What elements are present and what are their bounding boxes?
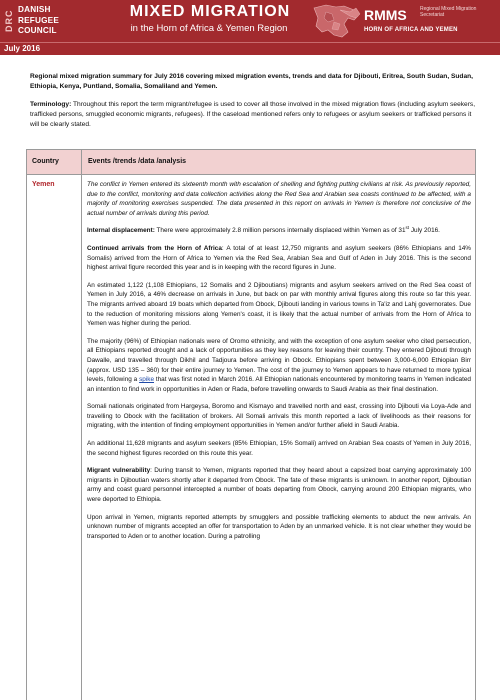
report-header	[0, 0, 500, 42]
paragraph-label: Migrant vulnerability	[87, 467, 151, 475]
column-header-events: Events /trends /data /analysis	[88, 158, 187, 165]
paragraph-red-sea-arrivals: An estimated 1,122 (1,108 Ethiopians, 12 Somalis and 2 Djiboutians) migrants and asylum seekers arrived on the Red Sea coast of Yemen in July 2016, a 46% decrease on arrivals in June, but back on par with monthly arrival figures along this route so far this year. The migrants arrived aboard 19 boats which departed from Obock, Djibouti landing in various towns in Ta'iz and Lahj governorates. Due to the reduction of monitoring missions along Yemen's coast, it is likely that the actual number of arrivals from the Horn of Africa to Yemen was higher during the period.	[87, 281, 471, 328]
terminology-text: Throughout this report the term migrant/refugee is used to cover all those involved in the mixed migration flows (including asylum seekers, trafficked persons, smuggled economic migrants, refugees). If the caseload mentioned refers only to refugees or asylum seekers or trafficked persons it will be clearly stated.	[30, 101, 476, 128]
drc-name-line: COUNCIL	[18, 26, 57, 35]
report-subtitle: in the Horn of Africa & Yemen Region	[130, 23, 288, 34]
intro-summary: Regional mixed migration summary for July 2016 covering mixed migration events, trends and data for Djibouti, Eritrea, South Sudan, Sudan, Ethiopia, Kenya, Puntland, Somalia, Somaliland and Yemen.	[30, 73, 473, 90]
paragraph-text: The majority (96%) of Ethiopian nationals were of Oromo ethnicity, and with the exception of one asylum seeker who cited persecution, all Ethiopians reported drought and a lack of opportunities as they key reasons for leaving their country. They entered Djibouti through Dawalle, and travelled through Dikhil and Tadjoura before arriving in Obock. Ethiopians spent between 3,000-6,000 Ethiopian Birr (approx. USD 135 – 360) for their entire journey to Yemen. The cost of the journey to Yemen appears to have returned to more typical levels, following a	[87, 337, 471, 384]
terminology-label: Terminology:	[30, 101, 72, 108]
paragraph-text: that was first noted in March 2016. All Ethiopian nationals encountered by monitoring teams in Yemen indicated an intention to find work in opportunities in Aden or Rada, before travelling onwards to Saudi Arabia as their final destination.	[87, 376, 471, 393]
drc-logo	[4, 3, 80, 39]
region-map-icon	[310, 2, 362, 40]
date-bar	[0, 42, 500, 55]
column-header-country: Country	[32, 158, 59, 165]
paragraph-text: : A total of at least 12,750 migrants and asylum seekers (86% Ethiopians and 14% Somalis) arrived from the Horn of Africa to Yemen via the Red Sea, Arabian Sea and Gulf of Aden in July 2016. This is the second highest arrival figure recorded this year and is in keeping with the record figures in June.	[87, 244, 471, 272]
column-divider	[81, 150, 82, 700]
drc-abbreviation: DRC	[4, 9, 14, 33]
drc-name-line: DANISH	[18, 5, 51, 14]
paragraph-migrant-vulnerability	[87, 466, 471, 504]
paragraph-continued-arrivals	[87, 244, 471, 273]
table-header-row	[27, 150, 475, 175]
rmms-logo	[364, 4, 496, 38]
drc-name-line: REFUGEE	[18, 15, 59, 25]
country-cell: Yemen	[32, 181, 55, 188]
paragraph-somali-nationals: Somali nationals originated from Hargeysa, Boromo and Kismayo and travelled north and east, crossing into Djibouti via Loya-Ade and travelling to Obock with the facilitation of brokers. All Somali arrivals this month reported a lack of livelihoods as their reasons for migrating, with the intention of finding employment opportunities in Yemen and/or further afield in Saudi Arabia.	[87, 403, 471, 430]
paragraph-internal-displacement	[87, 226, 471, 236]
report-title: MIXED MIGRATION	[129, 3, 291, 20]
terminology-note	[30, 100, 478, 130]
superscript: st	[405, 225, 410, 231]
report-date: July 2016	[4, 44, 41, 53]
events-table	[26, 149, 476, 700]
drc-org-name	[18, 5, 78, 37]
paragraph-label: Continued arrivals from the Horn of Africa	[87, 244, 222, 252]
rmms-region: HORN OF AFRICA AND YEMEN	[364, 27, 458, 33]
events-cell	[87, 180, 471, 549]
rmms-name: RMMS	[364, 7, 407, 23]
paragraph-context: The conflict in Yemen entered its sixteenth month with escalation of shelling and fighting putting civilians at risk. As previously reported, due to the conflict, monitoring and data collection activities along the Red Sea and Arabian sea coasts continued to be affected, with a majority of monitoring exercises suspended. The data presented in this report on arrivals in Yemen is therefore not conclusive of the actual number of arrivals during this period.	[87, 181, 471, 217]
paragraph-text: July 2016.	[409, 227, 440, 235]
paragraph-ethiopian-nationals	[87, 337, 471, 395]
paragraph-label: Internal displacement:	[87, 227, 155, 235]
spike-link[interactable]: spike	[139, 376, 154, 384]
rmms-description: Regional Mixed Migration Secretariat	[420, 6, 477, 18]
paragraph-text: : During transit to Yemen, migrants reported that they heard about a capsized boat carrying approximately 100 migrants in Djiboutian waters shortly after it departed from Obock. The fate of these migrants is unknown. In another report, Djiboutian army and coast guard personnel intercepted a number of boats departing from Obock, carrying around 200 Ethiopian migrants, who were deported to Ethiopia.	[87, 467, 471, 504]
paragraph-arabian-sea-arrivals: An additional 11,628 migrants and asylum seekers (85% Ethiopian, 15% Somali) arrived on Arabian Sea coasts of Yemen in July 2016, the second highest figures recorded on this route this year.	[87, 440, 471, 457]
paragraph-text: There were approximately 2.8 million persons internally displaced within Yemen as of 31	[154, 227, 406, 235]
paragraph-arrival-abductions: Upon arrival in Yemen, migrants reported attempts by smugglers and possible trafficking elements to abduct the new arrivals. An unknown number of migrants accepted an offer for transportation to Aden by an unmarked vehicle. It is not clear whether they would be transported to Aden or to another location. During a patrolling	[87, 513, 471, 540]
